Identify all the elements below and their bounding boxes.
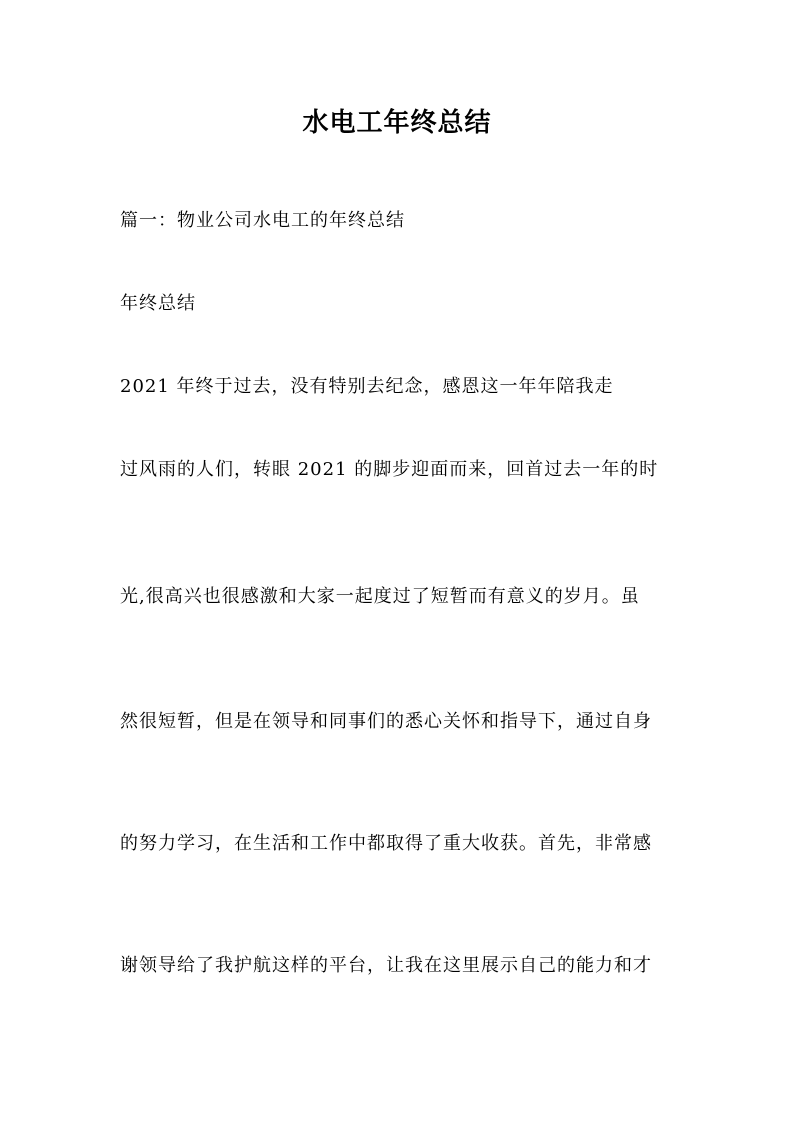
paragraph-line: 2021 年终于过去，没有特别去纪念，感恩这一年年陪我走	[120, 376, 614, 397]
subheading: 年终总结	[120, 293, 196, 314]
section-heading: 篇一：物业公司水电工的年终总结	[120, 210, 405, 231]
paragraph-line: 谢领导给了我护航这样的平台，让我在这里展示自己的能力和才	[120, 955, 652, 976]
document-title: 水电工年终总结	[302, 108, 492, 138]
paragraph-line: 的努力学习，在生活和工作中都取得了重大收获。首先，非常感	[120, 833, 652, 854]
paragraph-line: 然很短暂，但是在领导和同事们的悉心关怀和指导下，通过自身	[120, 711, 652, 732]
paragraph-line: 过风雨的人们，转眼 2021 的脚步迎面而来，回首过去一年的时	[120, 459, 659, 480]
paragraph-line: 光,很高兴也很感激和大家一起度过了短暂而有意义的岁月。虽	[120, 586, 640, 607]
